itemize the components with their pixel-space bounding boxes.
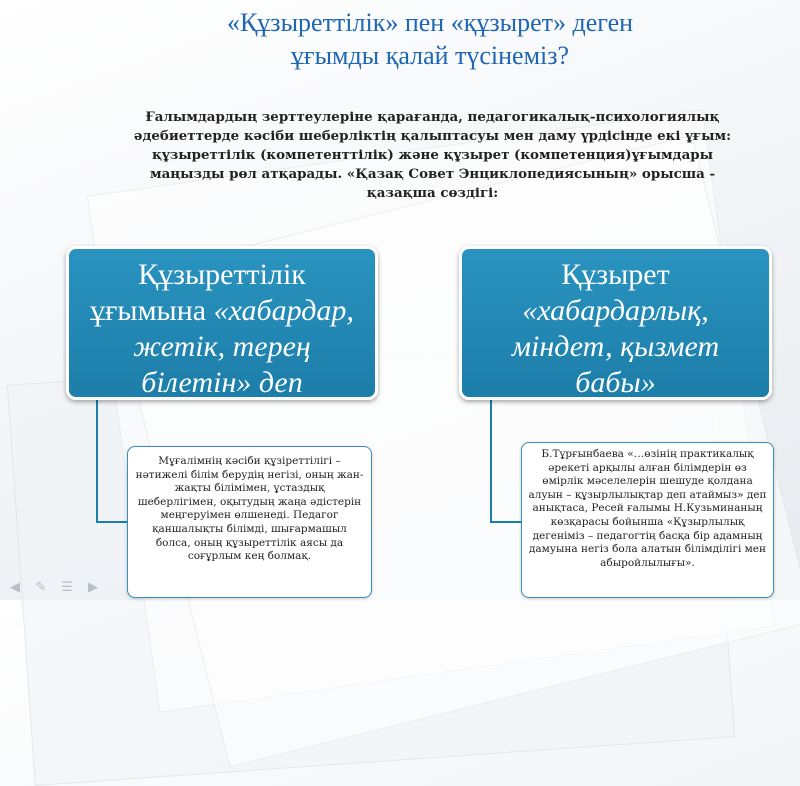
detail-text: Мұғалімнің кәсіби құзіреттілігі – нәтижелі білім берудің негізі, оның жан-жақты білімімен, ұстаздық шеберлігімен, оқытудың жаңа әдістерін меңгеруімен өлшенеді. Педагог қаншалықты білімді, шығармашыл болса, оның құзыреттілік аясы да соғұрлым кең болмақ. bbox=[135, 455, 364, 563]
box-line: міндет, қызмет bbox=[511, 330, 720, 363]
intro-paragraph: Ғалымдардың зерттеулеріне қарағанда, педагогикалық-психологиялық әдебиеттерде кәсіби шеберліктің қалыптасуы мен даму үрдісінде екі ұғым: құзыреттілік (компетенттілік) және құзырет (компетенция)ұғымдары маңызды рөл атқарады. «Қазақ Совет Энциклопедиясының» орысша - қазақша сөздігі: bbox=[133, 109, 732, 201]
competency-concept-box bbox=[66, 246, 378, 400]
slide-navigation bbox=[6, 580, 102, 594]
arrow-left-icon[interactable]: ◀ bbox=[10, 579, 20, 595]
box-line-plain: ұғымына bbox=[90, 294, 214, 327]
pen-icon[interactable]: ✎ bbox=[35, 579, 47, 595]
box-line: Құзырет bbox=[561, 258, 670, 291]
box-line: жетік, терең bbox=[133, 330, 311, 363]
slide-title bbox=[150, 6, 710, 72]
detail-text: Б.Тұрғынбаева «…өзінің практикалық әрекеті арқылы алған білімдерін өз өмірлік мәселелерін шешуде қолдана алуын – құзырлылықтар деп атаймыз» деп анықтаса, Ресей ғалымы Н.Кузьминаның көзқарасы бойынша «Құзырлылық дегеніміз – педагогтің басқа бір адамның дамуына негіз бола алатын білімділігі мен абыройлылығы». bbox=[528, 448, 767, 569]
competency-detail-box bbox=[127, 446, 372, 598]
box-line: бабы» bbox=[575, 366, 656, 399]
menu-icon[interactable]: ☰ bbox=[61, 579, 73, 595]
box-line bbox=[69, 293, 375, 329]
box-line: «хабардарлық, bbox=[522, 294, 709, 327]
competence-concept-box bbox=[459, 246, 772, 400]
box-line: білетін» деп bbox=[141, 366, 303, 399]
competence-detail-box bbox=[521, 442, 774, 598]
box-line: Құзыреттілік bbox=[138, 258, 306, 291]
box-line-italic: «хабардар, bbox=[213, 294, 354, 327]
slide-title-line: ұғымды қалай түсінеміз? bbox=[290, 41, 570, 70]
arrow-right-icon[interactable]: ▶ bbox=[88, 579, 98, 595]
slide-title-line: «Құзыреттілік» пен «құзырет» деген bbox=[226, 8, 634, 37]
